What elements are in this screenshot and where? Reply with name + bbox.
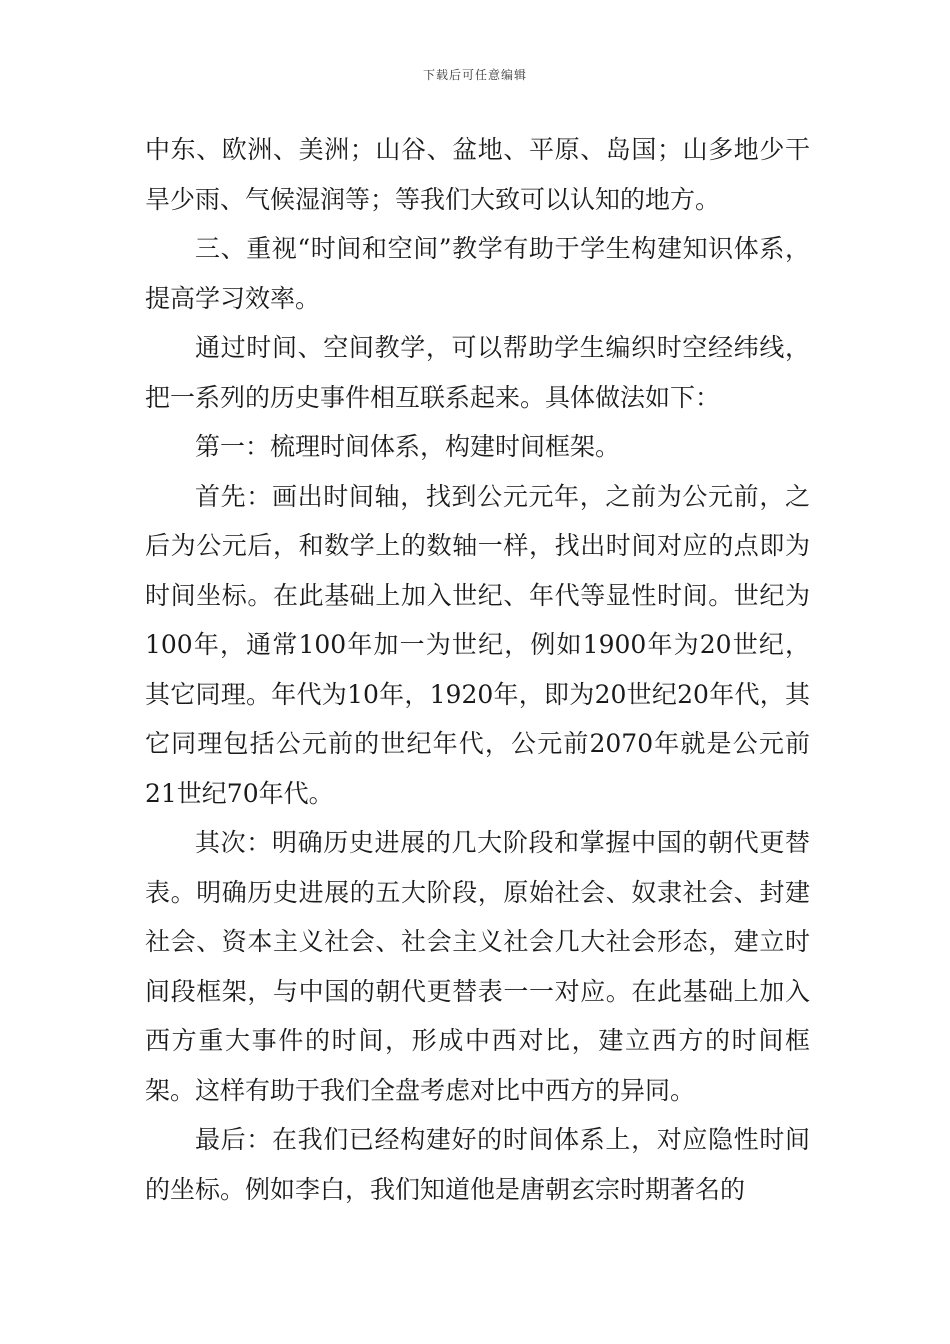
paragraph: 通过时间、空间教学，可以帮助学生编织时空经纬线，把一系列的历史事件相互联系起来。具体做法如下： <box>145 333 810 412</box>
document-body <box>145 125 810 1214</box>
section-heading: 三、重视“时间和空间”教学有助于学生构建知识体系，提高学习效率。 <box>145 234 810 313</box>
page-header: 下载后可任意编辑 <box>422 68 527 82</box>
paragraph: 中东、欧洲、美洲；山谷、盆地、平原、岛国；山多地少干旱少雨、气候湿润等；等我们大致可以认知的地方。 <box>145 135 810 214</box>
subsection-heading: 第一：梳理时间体系，构建时间框架。 <box>195 432 621 461</box>
paragraph: 最后：在我们已经构建好的时间体系上，对应隐性时间的坐标。例如李白，我们知道他是唐朝玄宗时期著名的 <box>145 1125 810 1204</box>
paragraph: 其次：明确历史进展的几大阶段和掌握中国的朝代更替表。明确历史进展的五大阶段，原始社会、奴隶社会、封建社会、资本主义社会、社会主义社会几大社会形态，建立时间段框架，与中国的朝代更替表一一对应。在此基础上加入西方重大事件的时间，形成中西对比，建立西方的时间框架。这样有助于我们全盘考虑对比中西方的异同。 <box>145 828 810 1105</box>
paragraph: 首先：画出时间轴，找到公元元年，之前为公元前，之后为公元后，和数学上的数轴一样，找出时间对应的点即为时间坐标。在此基础上加入世纪、年代等显性时间。世纪为100年，通常100年加一为世纪，例如1900年为20世纪，其它同理。年代为10年，1920年，即为20世纪20年代，其它同理包括公元前的世纪年代，公元前2070年就是公元前21世纪70年代。 <box>145 481 810 808</box>
